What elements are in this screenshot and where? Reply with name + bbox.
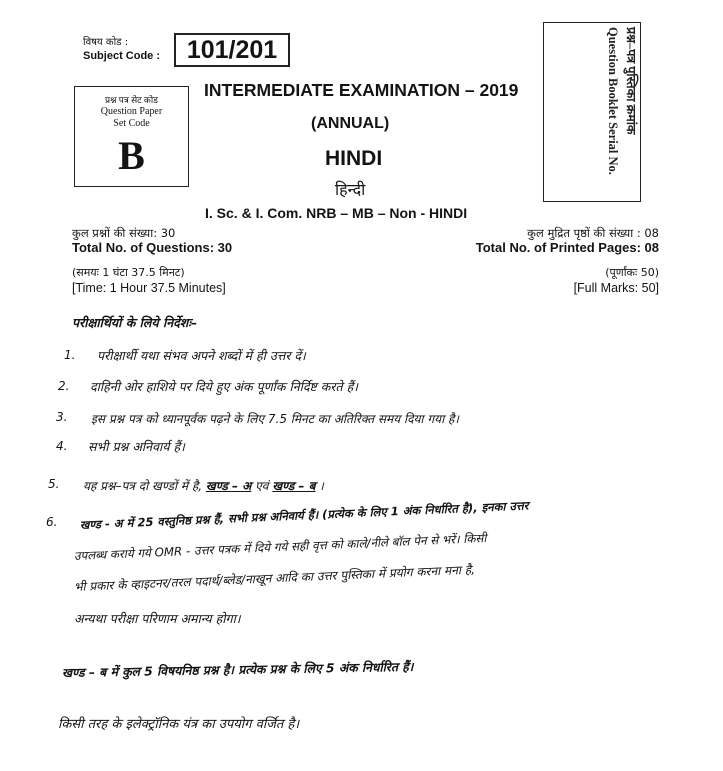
exam-type: (ANNUAL) bbox=[311, 115, 390, 132]
subject-code-value: 101/201 bbox=[186, 35, 278, 64]
instruction-5-end: । bbox=[319, 479, 324, 493]
instruction-text: परीक्षार्थी यथा संभव अपने शब्दों में ही उत्तर दें। bbox=[97, 348, 306, 363]
instructions-heading: परीक्षार्थियों के लिये निर्देशः– bbox=[72, 315, 198, 330]
time-en: [Time: 1 Hour 37.5 Minutes] bbox=[72, 281, 226, 295]
questions-count-hi: कुल प्रश्नों की संख्या: 30 bbox=[72, 226, 176, 240]
subject-code-label: Subject Code : bbox=[83, 50, 161, 62]
set-code-label-en-2: Set Code bbox=[113, 118, 150, 129]
instruction-6-line-3: भी प्रकार के व्हाइटनर/तरल पदार्थ/ब्लेड/नाखून आदि का उत्तर पुस्तिका में प्रयोग करना मना है, bbox=[73, 562, 476, 594]
marks-hi: (पूर्णांकः 50) bbox=[605, 266, 659, 279]
instruction-number: 1. bbox=[64, 348, 76, 362]
section-b-note: खण्ड – ब में कुल 5 विषयनिष्ठ प्रश्न है। प्रत्येक प्रश्न के लिए 5 अंक निर्धारित हैं। bbox=[61, 659, 414, 680]
instruction-number: 4. bbox=[56, 439, 68, 453]
instruction-number: 6. bbox=[46, 515, 58, 529]
subject-name-en: HINDI bbox=[325, 147, 383, 170]
instruction-6-line-2: उपलब्ध कराये गये OMR - उत्तर पत्रक में दिये गये सही वृत्त को काले/नीले बॉल पेन से भरें। किसी bbox=[73, 531, 487, 563]
questions-count-en: Total No. of Questions: 30 bbox=[72, 240, 233, 255]
instruction-number: 5. bbox=[48, 477, 60, 491]
set-code-value: B bbox=[118, 133, 145, 178]
serial-label-hi: प्रश्न–पत्र पुस्तिका क्रमांक bbox=[624, 27, 638, 135]
set-code-label-en-1: Question Paper bbox=[100, 106, 163, 117]
instruction-6-line-4: अन्यथा परीक्षा परिणाम अमान्य होगा। bbox=[74, 611, 241, 626]
electronic-device-note: किसी तरह के इलेक्ट्रॉनिक यंत्र का उपयोग वर्जित है। bbox=[58, 717, 300, 732]
instruction-number: 2. bbox=[58, 379, 70, 393]
instruction-text: सभी प्रश्न अनिवार्य हैं। bbox=[88, 439, 185, 454]
pages-count-hi: कुल मुद्रित पृष्ठों की संख्या : 08 bbox=[527, 226, 659, 240]
section-b-label: खण्ड – ब bbox=[272, 479, 316, 493]
instruction-5-pre: यह प्रश्न–पत्र दो खण्डों में है, bbox=[83, 479, 203, 493]
serial-number-box bbox=[543, 22, 641, 202]
instruction-5-mid: एवं bbox=[255, 479, 269, 493]
set-code-label-hi: प्रश्न पत्र सेट कोड bbox=[105, 95, 158, 105]
instruction-number: 3. bbox=[56, 410, 68, 424]
section-a-label: खण्ड – अ bbox=[205, 479, 252, 493]
time-hi: (समयः 1 घंटा 37.5 मिनट) bbox=[72, 266, 185, 279]
instruction-6-line-1: खण्ड - अ में 25 वस्तुनिष्ठ प्रश्न हैं, सभी प्रश्न अनिवार्य हैं। (प्रत्येक के लिए 1 अंक निर्धारित है), इनका उत्तर bbox=[79, 498, 529, 532]
serial-number-label bbox=[604, 27, 640, 175]
instruction-text: दाहिनी ओर हाशिये पर दिये हुए अंक पूर्णांक निर्दिष्ट करते हैं। bbox=[90, 379, 358, 394]
subject-name-hi: हिन्दी bbox=[335, 180, 366, 199]
subject-code-box bbox=[174, 33, 290, 67]
subject-code-label-hi: विषय कोड : bbox=[83, 37, 129, 48]
set-code-box bbox=[74, 86, 189, 187]
exam-title: INTERMEDIATE EXAMINATION – 2019 bbox=[204, 80, 519, 100]
serial-label-en: Question Booklet Serial No. bbox=[606, 27, 620, 175]
exam-stream: I. Sc. & I. Com. NRB – MB – Non - HINDI bbox=[205, 205, 468, 221]
instruction-5 bbox=[83, 477, 324, 494]
marks-en: [Full Marks: 50] bbox=[573, 281, 659, 295]
pages-count-en: Total No. of Printed Pages: 08 bbox=[475, 240, 659, 255]
instruction-text: इस प्रश्न पत्र को ध्यानपूर्वक पढ़ने के लिए 7.5 मिनट का अतिरिक्त समय दिया गया है। bbox=[91, 412, 459, 426]
